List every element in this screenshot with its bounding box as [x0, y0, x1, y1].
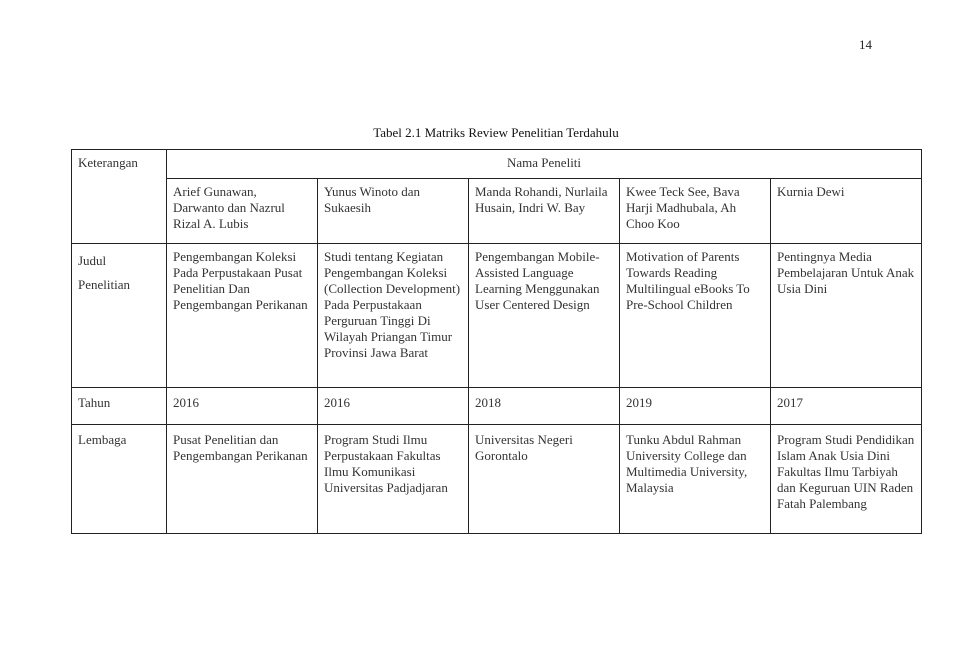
- row-label-line: Judul: [78, 253, 107, 268]
- tahun-cell: 2016: [167, 388, 318, 425]
- lembaga-cell: Pusat Penelitian dan Pengembangan Perikanan: [167, 425, 318, 534]
- researcher-cell: Yunus Winoto dan Sukaesih: [318, 179, 469, 244]
- review-matrix-table: [71, 149, 922, 534]
- header-keterangan: Keterangan: [72, 150, 167, 244]
- lembaga-cell: Tunku Abdul Rahman University College dan Multimedia University, Malaysia: [620, 425, 771, 534]
- researcher-cell: Kurnia Dewi: [771, 179, 922, 244]
- lembaga-cell: Universitas Negeri Gorontalo: [469, 425, 620, 534]
- judul-cell: Studi tentang Kegiatan Pengembangan Koleksi (Collection Development) Pada Perpustakaan Perguruan Tinggi Di Wilayah Priangan Timur Provinsi Jawa Barat: [318, 244, 469, 388]
- judul-cell: Pengembangan Mobile-Assisted Language Learning Menggunakan User Centered Design: [469, 244, 620, 388]
- row-label-line: Penelitian: [78, 277, 130, 292]
- tahun-cell: 2018: [469, 388, 620, 425]
- judul-cell: Motivation of Parents Towards Reading Multilingual eBooks To Pre-School Children: [620, 244, 771, 388]
- table-row-judul: [72, 244, 922, 388]
- table-row-tahun: [72, 388, 922, 425]
- researcher-cell: Kwee Teck See, Bava Harji Madhubala, Ah Choo Koo: [620, 179, 771, 244]
- row-label-lembaga: Lembaga: [72, 425, 167, 534]
- row-label-tahun: Tahun: [72, 388, 167, 425]
- lembaga-cell: Program Studi Pendidikan Islam Anak Usia Dini Fakultas Ilmu Tarbiyah dan Keguruan UIN Raden Fatah Palembang: [771, 425, 922, 534]
- researcher-cell: Manda Rohandi, Nurlaila Husain, Indri W. Bay: [469, 179, 620, 244]
- tahun-cell: 2019: [620, 388, 771, 425]
- judul-cell: Pengembangan Koleksi Pada Perpustakaan Pusat Penelitian Dan Pengembangan Perikanan: [167, 244, 318, 388]
- lembaga-cell: Program Studi Ilmu Perpustakaan Fakultas Ilmu Komunikasi Universitas Padjadjaran: [318, 425, 469, 534]
- table-header-row: [72, 150, 922, 179]
- researcher-cell: Arief Gunawan, Darwanto dan Nazrul Rizal A. Lubis: [167, 179, 318, 244]
- table-caption: Tabel 2.1 Matriks Review Penelitian Terdahulu: [373, 125, 619, 140]
- page-number: 14: [859, 37, 872, 52]
- researchers-row: [72, 179, 922, 244]
- table-row-lembaga: [72, 425, 922, 534]
- row-label-judul: [72, 244, 167, 388]
- judul-cell: Pentingnya Media Pembelajaran Untuk Anak Usia Dini: [771, 244, 922, 388]
- tahun-cell: 2016: [318, 388, 469, 425]
- header-nama-peneliti: Nama Peneliti: [167, 150, 922, 179]
- tahun-cell: 2017: [771, 388, 922, 425]
